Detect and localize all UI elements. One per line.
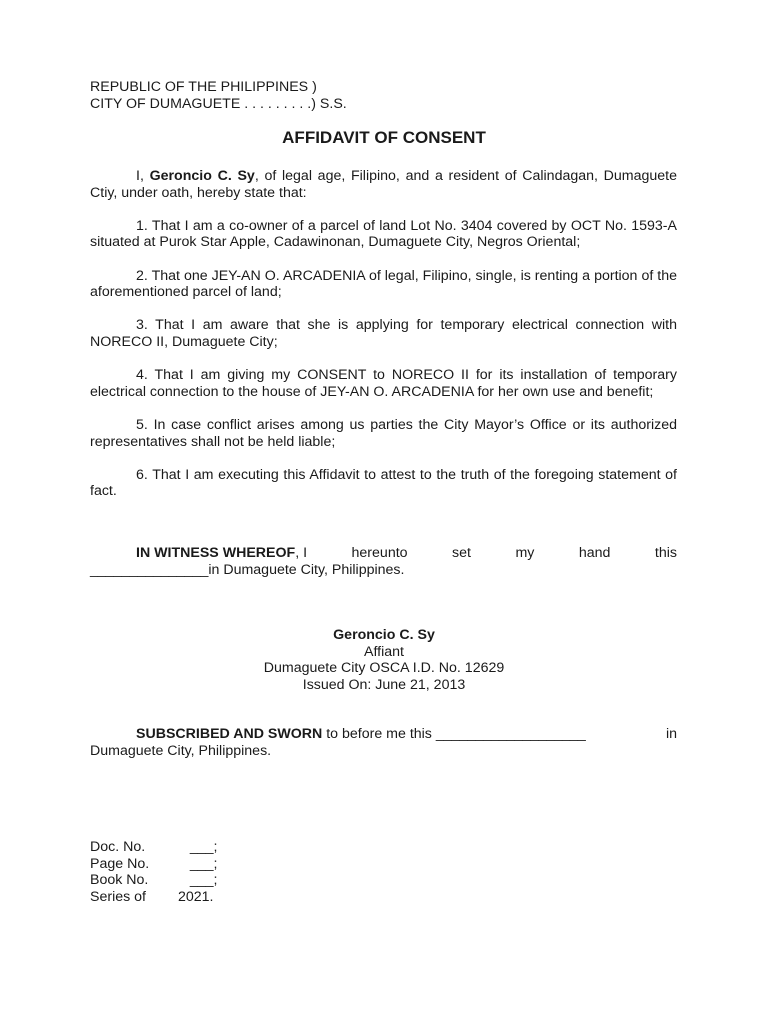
jurat-bold: SUBSCRIBED AND SWORN: [136, 726, 323, 742]
jurat-middle: to before me this ___________________: [322, 726, 586, 742]
witness-word: hereunto: [351, 545, 408, 561]
notarial-register: [90, 839, 217, 905]
statement-item: 6. That I am executing this Affidavit to attest to the truth of the foregoing statement of fact.: [90, 466, 677, 500]
statement-item: 1. That I am a co-owner of a parcel of land Lot No. 3404 covered by OCT No. 1593-A situated at Purok Star Apple, Cadawinonan, Dumaguete City, Negros Oriental;: [90, 217, 677, 251]
venue-city: CITY OF DUMAGUETE . . . . . . . . .) S.S.: [90, 95, 347, 112]
jurat-line: [90, 726, 677, 743]
statement-item: 2. That one JEY-AN O. ARCADENIA of legal, Filipino, single, is renting a portion of the aforementioned parcel of land;: [90, 267, 677, 301]
witness-word: hand: [578, 545, 611, 561]
notary-label: Doc. No.: [90, 839, 146, 855]
notary-label: Series of: [90, 888, 146, 905]
jurat-place: Dumaguete City, Philippines.: [90, 742, 272, 759]
notary-value: ___;: [178, 839, 218, 855]
statement-item: 5. In case conflict arises among us parties the City Mayor’s Office or its authorized representatives shall not be held liable;: [90, 416, 677, 450]
notary-row: [90, 856, 217, 873]
intro-pre: I,: [136, 168, 150, 184]
affiant-issued: Issued On: June 21, 2013: [302, 676, 466, 693]
statement-item: 3. That I am aware that she is applying for temporary electrical connection with NORECO II, Dumaguete City;: [90, 317, 677, 350]
notary-label: Page No.: [90, 855, 150, 872]
notary-row: [90, 872, 217, 889]
affiant-role: Affiant: [364, 643, 404, 660]
notary-value: ___;: [178, 855, 218, 872]
witness-word: my: [515, 545, 535, 561]
jurat-end: in: [665, 726, 677, 742]
venue-republic: REPUBLIC OF THE PHILIPPINES ): [90, 79, 317, 95]
affiant-name-inline: Geroncio C. Sy: [149, 168, 255, 184]
notary-label: Book No.: [90, 872, 149, 889]
witness-clause: [90, 545, 677, 578]
witness-date-line: _______________in Dumaguete City, Philippines.: [90, 561, 405, 578]
witness-word: , I: [295, 545, 308, 561]
jurat: [90, 726, 677, 759]
witness-bold: IN WITNESS WHEREOF: [136, 545, 296, 561]
notary-row: [90, 839, 217, 856]
witness-line: [90, 545, 677, 562]
document-title: AFFIDAVIT OF CONSENT: [282, 128, 486, 147]
witness-word: set: [452, 545, 471, 561]
intro-paragraph: [90, 168, 677, 201]
venue-header: [90, 79, 347, 112]
affiant-id: Dumaguete City OSCA I.D. No. 12629: [263, 660, 505, 677]
affidavit-body: [90, 168, 677, 516]
notary-value: ___;: [178, 872, 218, 889]
intro-post: , of legal age, Filipino, and a resident of Calindagan, Dumaguete Ctiy, under oath, hereby state that:: [90, 168, 678, 201]
affiant-name: Geroncio C. Sy: [333, 627, 435, 643]
notary-row: [90, 889, 217, 906]
affiant-signature-block: [0, 627, 768, 693]
statement-item: 4. That I am giving my CONSENT to NORECO II for its installation of temporary electrical connection to the house of JEY-AN O. ARCADENIA for her own use and benefit;: [90, 367, 677, 400]
witness-word: this: [654, 545, 677, 561]
notary-value: 2021.: [178, 888, 214, 905]
